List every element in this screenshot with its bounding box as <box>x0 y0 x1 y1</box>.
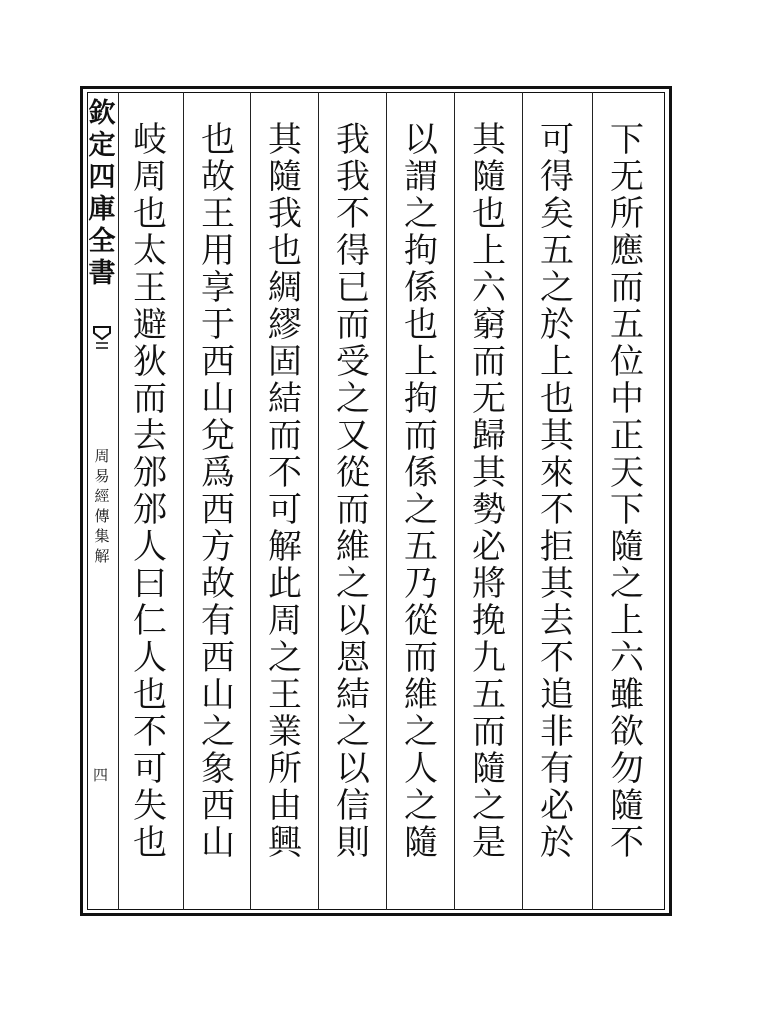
text-column-1 <box>594 122 660 862</box>
text-character: 得 <box>540 157 574 197</box>
text-character: 不 <box>540 490 574 530</box>
text-column-5 <box>320 122 386 862</box>
text-character: 此 <box>268 564 302 604</box>
text-character: 也 <box>133 823 167 863</box>
text-character: 兌 <box>201 416 235 456</box>
column-rule <box>522 92 523 910</box>
text-character: 之 <box>336 712 370 752</box>
text-character: 周 <box>268 601 302 641</box>
text-character: 之 <box>472 786 506 826</box>
text-character: 謂 <box>404 157 438 197</box>
text-character: 无 <box>472 379 506 419</box>
text-character: 上 <box>540 342 574 382</box>
text-character: 之 <box>404 712 438 752</box>
text-character: 隨 <box>472 157 506 197</box>
text-character: 於 <box>540 305 574 345</box>
text-character: 人 <box>404 749 438 789</box>
text-character: 隨 <box>610 527 644 567</box>
text-character: 六 <box>472 268 506 308</box>
text-character: 之 <box>540 268 574 308</box>
text-character: 勢 <box>472 490 506 530</box>
column-rule <box>386 92 387 910</box>
text-character: 天 <box>610 453 644 493</box>
text-character: 拘 <box>404 379 438 419</box>
text-character: 象 <box>201 749 235 789</box>
text-character: 也 <box>201 120 235 160</box>
text-character: 不 <box>610 823 644 863</box>
text-character: 所 <box>268 749 302 789</box>
text-character: 以 <box>404 120 438 160</box>
text-character: 五 <box>610 305 644 345</box>
text-character: 正 <box>610 416 644 456</box>
text-character: 西 <box>201 638 235 678</box>
text-character: 山 <box>201 379 235 419</box>
text-character: 之 <box>268 638 302 678</box>
margin-title-character: 庫 <box>88 194 116 225</box>
text-character: 可 <box>268 490 302 530</box>
text-character: 上 <box>472 231 506 271</box>
text-character: 九 <box>472 638 506 678</box>
text-character: 王 <box>268 675 302 715</box>
book-title <box>88 446 116 566</box>
text-character: 五 <box>472 675 506 715</box>
text-character: 也 <box>404 305 438 345</box>
text-character: 而 <box>404 416 438 456</box>
page-number: 四 <box>93 766 109 784</box>
text-character: 矣 <box>540 194 574 234</box>
text-character: 隨 <box>404 823 438 863</box>
text-character: 得 <box>336 231 370 271</box>
text-character: 人 <box>133 527 167 567</box>
text-character: 維 <box>404 675 438 715</box>
text-character: 而 <box>268 416 302 456</box>
text-character: 拘 <box>404 231 438 271</box>
text-character: 拒 <box>540 527 574 567</box>
text-character: 山 <box>201 675 235 715</box>
text-column-6 <box>252 122 318 862</box>
text-character: 於 <box>540 823 574 863</box>
text-character: 上 <box>404 342 438 382</box>
text-character: 也 <box>133 194 167 234</box>
text-character: 上 <box>610 601 644 641</box>
text-character: 不 <box>540 638 574 678</box>
text-character: 不 <box>133 712 167 752</box>
fish-tail-mark-icon <box>92 325 112 355</box>
text-column-3 <box>456 122 522 862</box>
text-character: 隨 <box>610 786 644 826</box>
text-character: 方 <box>201 527 235 567</box>
text-character: 追 <box>540 675 574 715</box>
margin-book-character: 易 <box>94 467 110 485</box>
text-character: 恩 <box>336 638 370 678</box>
text-character: 不 <box>268 453 302 493</box>
text-character: 而 <box>133 379 167 419</box>
text-character: 而 <box>404 638 438 678</box>
text-character: 失 <box>133 786 167 826</box>
text-character: 邠 <box>133 453 167 493</box>
text-character: 雖 <box>610 675 644 715</box>
text-character: 去 <box>540 601 574 641</box>
text-character: 以 <box>336 749 370 789</box>
text-character: 之 <box>201 712 235 752</box>
text-character: 人 <box>133 638 167 678</box>
text-character: 不 <box>336 194 370 234</box>
text-character: 其 <box>540 564 574 604</box>
text-character: 可 <box>540 120 574 160</box>
text-character: 西 <box>201 490 235 530</box>
text-character: 于 <box>201 305 235 345</box>
text-character: 必 <box>540 786 574 826</box>
column-rule <box>454 92 455 910</box>
text-character: 之 <box>404 194 438 234</box>
text-character: 我 <box>268 194 302 234</box>
text-character: 享 <box>201 268 235 308</box>
text-character: 其 <box>472 120 506 160</box>
text-character: 也 <box>133 675 167 715</box>
text-character: 有 <box>201 601 235 641</box>
text-character: 係 <box>404 268 438 308</box>
text-character: 來 <box>540 453 574 493</box>
text-character: 之 <box>336 379 370 419</box>
text-character: 爲 <box>201 453 235 493</box>
text-column-8 <box>117 122 183 862</box>
text-character: 必 <box>472 527 506 567</box>
margin-title-character: 全 <box>88 226 116 257</box>
text-character: 位 <box>610 342 644 382</box>
margin-book-character: 集 <box>94 527 110 545</box>
text-character: 而 <box>472 342 506 382</box>
text-character: 乃 <box>404 564 438 604</box>
text-character: 興 <box>268 823 302 863</box>
column-rule <box>592 92 593 910</box>
text-character: 係 <box>404 453 438 493</box>
text-column-4 <box>388 122 454 862</box>
text-character: 從 <box>336 453 370 493</box>
text-character: 故 <box>201 564 235 604</box>
text-character: 其 <box>540 416 574 456</box>
text-character: 應 <box>610 231 644 271</box>
text-character: 挽 <box>472 601 506 641</box>
text-character: 而 <box>336 490 370 530</box>
margin-title-character: 欽 <box>88 98 116 129</box>
text-character: 則 <box>336 823 370 863</box>
text-character: 无 <box>610 157 644 197</box>
text-character: 曰 <box>133 564 167 604</box>
text-character: 也 <box>540 379 574 419</box>
margin-book-character: 傳 <box>94 507 110 525</box>
margin-title-character: 四 <box>88 162 116 193</box>
text-column-7 <box>185 122 251 862</box>
text-character: 邠 <box>133 490 167 530</box>
text-character: 固 <box>268 342 302 382</box>
text-character: 狄 <box>133 342 167 382</box>
text-character: 業 <box>268 712 302 752</box>
text-character: 勿 <box>610 749 644 789</box>
collection-title <box>88 98 116 290</box>
text-character: 其 <box>472 453 506 493</box>
text-character: 之 <box>404 786 438 826</box>
text-character: 五 <box>404 527 438 567</box>
text-character: 我 <box>336 157 370 197</box>
text-character: 也 <box>472 194 506 234</box>
column-rule <box>318 92 319 910</box>
text-character: 我 <box>336 120 370 160</box>
text-character: 結 <box>336 675 370 715</box>
text-character: 從 <box>404 601 438 641</box>
text-character: 周 <box>133 157 167 197</box>
text-character: 去 <box>133 416 167 456</box>
text-character: 由 <box>268 786 302 826</box>
margin-book-character: 周 <box>94 447 110 465</box>
text-character: 歸 <box>472 416 506 456</box>
text-character: 下 <box>610 490 644 530</box>
text-character: 其 <box>268 120 302 160</box>
text-character: 欲 <box>610 712 644 752</box>
text-character: 隨 <box>268 157 302 197</box>
text-character: 非 <box>540 712 574 752</box>
text-character: 西 <box>201 342 235 382</box>
text-character: 綢 <box>268 268 302 308</box>
text-character: 仁 <box>133 601 167 641</box>
text-character: 已 <box>336 268 370 308</box>
margin-title-character: 定 <box>88 130 116 161</box>
text-character: 西 <box>201 786 235 826</box>
text-character: 而 <box>610 268 644 308</box>
margin-book-character: 解 <box>94 547 110 565</box>
text-character: 所 <box>610 194 644 234</box>
text-character: 之 <box>336 564 370 604</box>
text-character: 而 <box>472 712 506 752</box>
text-character: 王 <box>133 268 167 308</box>
text-character: 太 <box>133 231 167 271</box>
text-character: 中 <box>610 379 644 419</box>
text-character: 以 <box>336 601 370 641</box>
text-character: 繆 <box>268 305 302 345</box>
margin-book-character: 經 <box>94 487 110 505</box>
text-character: 山 <box>201 823 235 863</box>
text-character: 而 <box>336 305 370 345</box>
text-character: 用 <box>201 231 235 271</box>
text-character: 之 <box>610 564 644 604</box>
text-character: 故 <box>201 157 235 197</box>
text-character: 有 <box>540 749 574 789</box>
text-character: 受 <box>336 342 370 382</box>
text-character: 窮 <box>472 305 506 345</box>
text-character: 隨 <box>472 749 506 789</box>
text-character: 結 <box>268 379 302 419</box>
text-character: 五 <box>540 231 574 271</box>
text-character: 六 <box>610 638 644 678</box>
text-character: 避 <box>133 305 167 345</box>
text-character: 又 <box>336 416 370 456</box>
text-character: 下 <box>610 120 644 160</box>
text-character: 可 <box>133 749 167 789</box>
column-rule <box>183 92 184 910</box>
text-character: 之 <box>404 490 438 530</box>
text-character: 岐 <box>133 120 167 160</box>
text-character: 是 <box>472 823 506 863</box>
text-character: 將 <box>472 564 506 604</box>
text-character: 也 <box>268 231 302 271</box>
margin-title-character: 書 <box>88 258 116 289</box>
text-character: 信 <box>336 786 370 826</box>
text-character: 解 <box>268 527 302 567</box>
text-column-2 <box>524 122 590 862</box>
text-character: 王 <box>201 194 235 234</box>
text-character: 維 <box>336 527 370 567</box>
